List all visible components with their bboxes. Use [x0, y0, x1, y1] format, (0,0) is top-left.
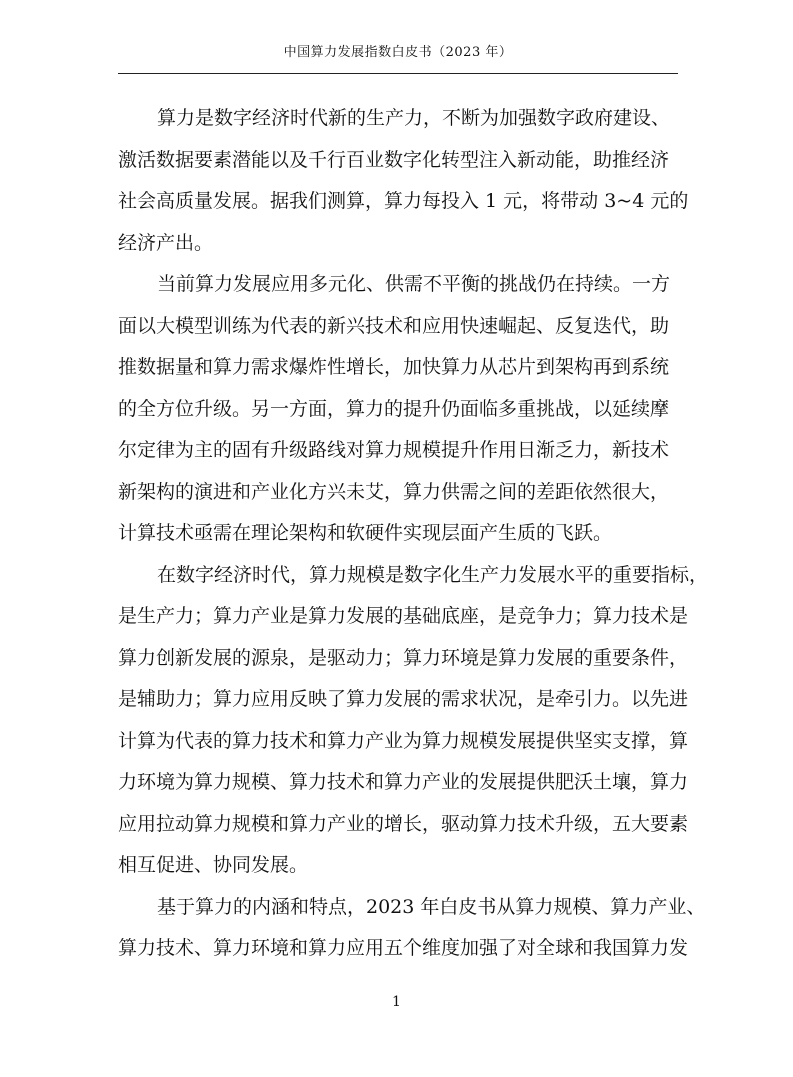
paragraph-3-line-1: 在数字经济时代，算力规模是数字化生产力发展水平的重要指标，: [157, 564, 709, 586]
paragraph-2-line-2: 面以大模型训练为代表的新兴技术和应用快速崛起、反复迭代，助: [118, 315, 670, 337]
header-rule: [118, 73, 678, 74]
paragraph-3-line-6: 力环境为算力规模、算力技术和算力产业的发展提供肥沃土壤，算力: [118, 771, 689, 793]
paragraph-1-line-4: 经济产出。: [118, 232, 214, 254]
running-header: 中国算力发展指数白皮书（2023 年）: [283, 45, 513, 60]
paragraph-2-line-3: 推数据量和算力需求爆炸性增长，加快算力从芯片到架构再到系统: [118, 356, 670, 378]
paragraph-3-line-5: 计算为代表的算力技术和算力产业为算力规模发展提供坚实支撑，算: [118, 730, 689, 752]
paragraph-3-line-2: 是生产力；算力产业是算力发展的基础底座，是竞争力；算力技术是: [118, 605, 689, 627]
paragraph-3-line-8: 相互促进、协同发展。: [118, 854, 309, 876]
paragraph-2-line-4: 的全方位升级。另一方面，算力的提升仍面临多重挑战，以延续摩: [118, 398, 670, 420]
paragraph-1-line-3: 社会高质量发展。据我们测算，算力每投入 1 元，将带动 3~4 元的: [118, 190, 689, 212]
paragraph-2-line-6: 新架构的演进和产业化方兴未艾，算力供需之间的差距依然很大，: [118, 481, 670, 503]
paragraph-1-line-1: 算力是数字经济时代新的生产力，不断为加强数字政府建设、: [157, 107, 671, 129]
paragraph-2-line-1: 当前算力发展应用多元化、供需不平衡的挑战仍在持续。一方: [157, 273, 671, 295]
paragraph-1-line-2: 激活数据要素潜能以及千行百业数字化转型注入新动能，助推经济: [118, 149, 670, 171]
paragraph-3-line-7: 应用拉动算力规模和算力产业的增长，驱动算力技术升级，五大要素: [118, 813, 689, 835]
paragraph-4-line-1: 基于算力的内涵和特点，2023 年白皮书从算力规模、算力产业、: [157, 896, 706, 918]
paragraph-2-line-5: 尔定律为主的固有升级路线对算力规模提升作用日渐乏力，新技术: [118, 439, 670, 461]
paragraph-4-line-2: 算力技术、算力环境和算力应用五个维度加强了对全球和我国算力发: [118, 937, 689, 959]
paragraph-3-line-3: 算力创新发展的源泉，是驱动力；算力环境是算力发展的重要条件，: [118, 647, 689, 669]
paragraph-3-line-4: 是辅助力；算力应用反映了算力发展的需求状况，是牵引力。以先进: [118, 688, 689, 710]
paragraph-2-line-7: 计算技术亟需在理论架构和软硬件实现层面产生质的飞跃。: [118, 522, 613, 544]
page-number: 1: [392, 994, 401, 1010]
